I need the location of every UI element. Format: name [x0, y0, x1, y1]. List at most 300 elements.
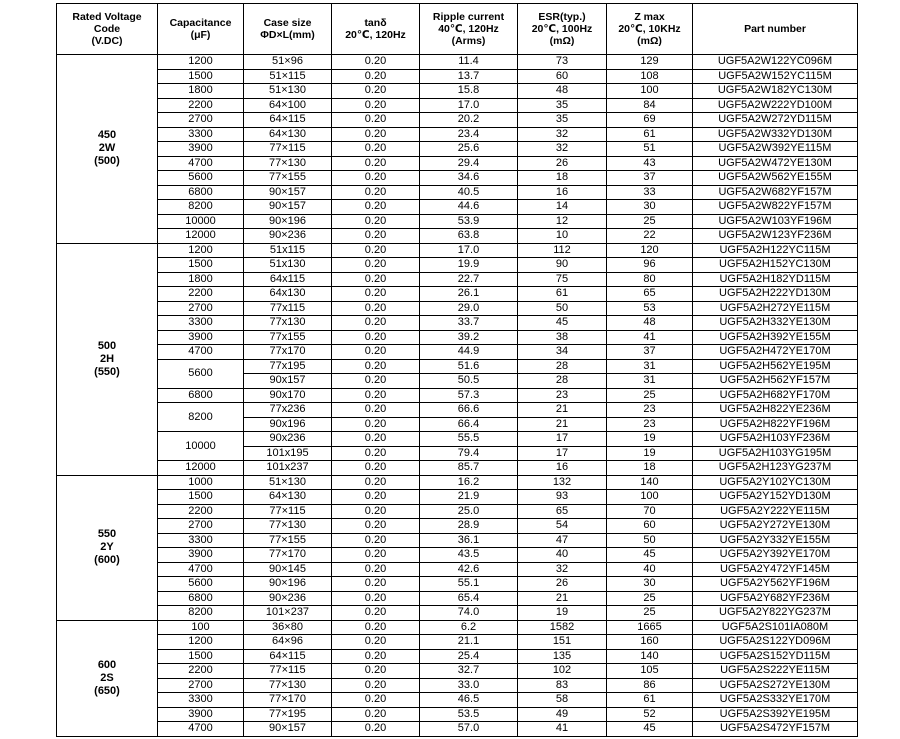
z-max-cell: 37 — [607, 345, 693, 360]
ripple-current-cell: 53.9 — [420, 214, 518, 229]
tan-delta-cell: 0.20 — [332, 635, 420, 650]
case-size-cell: 77×130 — [244, 156, 332, 171]
z-max-cell: 30 — [607, 200, 693, 215]
part-number-cell: UGF5A2Y822YG237M — [693, 606, 858, 621]
z-max-cell: 48 — [607, 316, 693, 331]
ripple-current-cell: 39.2 — [420, 330, 518, 345]
part-number-cell: UGF5A2W472YE130M — [693, 156, 858, 171]
case-size-cell: 90×157 — [244, 722, 332, 737]
case-size-cell: 77×130 — [244, 519, 332, 534]
esr-cell: 34 — [518, 345, 607, 360]
ripple-current-cell: 36.1 — [420, 533, 518, 548]
esr-cell: 10 — [518, 229, 607, 244]
case-size-cell: 77x170 — [244, 345, 332, 360]
capacitance-cell: 3900 — [158, 142, 244, 157]
capacitance-cell: 2700 — [158, 678, 244, 693]
table-row — [57, 548, 858, 563]
part-number-cell: UGF5A2W332YD130M — [693, 127, 858, 142]
part-number-cell: UGF5A2S332YE170M — [693, 693, 858, 708]
z-max-cell: 51 — [607, 142, 693, 157]
table-row — [57, 403, 858, 418]
capacitance-cell: 3300 — [158, 693, 244, 708]
part-number-cell: UGF5A2W152YC115M — [693, 69, 858, 84]
tan-delta-cell: 0.20 — [332, 388, 420, 403]
case-size-cell: 90×236 — [244, 229, 332, 244]
esr-cell: 18 — [518, 171, 607, 186]
table-row — [57, 316, 858, 331]
ripple-current-cell: 21.9 — [420, 490, 518, 505]
table-row — [57, 113, 858, 128]
case-size-cell: 101x237 — [244, 461, 332, 476]
ripple-current-cell: 17.0 — [420, 243, 518, 258]
case-size-cell: 90×196 — [244, 214, 332, 229]
z-max-cell: 140 — [607, 649, 693, 664]
capacitance-cell: 2200 — [158, 504, 244, 519]
part-number-cell: UGF5A2H122YC115M — [693, 243, 858, 258]
esr-cell: 102 — [518, 664, 607, 679]
z-max-cell: 140 — [607, 475, 693, 490]
esr-cell: 40 — [518, 548, 607, 563]
z-max-cell: 25 — [607, 606, 693, 621]
esr-cell: 47 — [518, 533, 607, 548]
z-max-cell: 45 — [607, 722, 693, 737]
capacitance-cell: 3300 — [158, 533, 244, 548]
esr-cell: 12 — [518, 214, 607, 229]
z-max-cell: 41 — [607, 330, 693, 345]
esr-cell: 32 — [518, 142, 607, 157]
part-number-cell: UGF5A2H472YE170M — [693, 345, 858, 360]
tan-delta-cell: 0.20 — [332, 142, 420, 157]
capacitance-cell: 6800 — [158, 591, 244, 606]
tan-delta-cell: 0.20 — [332, 185, 420, 200]
esr-cell: 14 — [518, 200, 607, 215]
tan-delta-cell: 0.20 — [332, 287, 420, 302]
z-max-cell: 100 — [607, 84, 693, 99]
tan-delta-cell: 0.20 — [332, 171, 420, 186]
esr-cell: 41 — [518, 722, 607, 737]
case-size-cell: 77x195 — [244, 359, 332, 374]
z-max-cell: 40 — [607, 562, 693, 577]
case-size-cell: 77×115 — [244, 664, 332, 679]
esr-cell: 21 — [518, 591, 607, 606]
case-size-cell: 90×157 — [244, 185, 332, 200]
z-max-cell: 23 — [607, 417, 693, 432]
table-row — [57, 258, 858, 273]
esr-cell: 112 — [518, 243, 607, 258]
ripple-current-cell: 13.7 — [420, 69, 518, 84]
capacitance-cell: 1500 — [158, 490, 244, 505]
table-row — [57, 693, 858, 708]
table-row — [57, 142, 858, 157]
z-max-cell: 61 — [607, 693, 693, 708]
part-number-cell: UGF5A2W682YF157M — [693, 185, 858, 200]
case-size-cell: 51x115 — [244, 243, 332, 258]
part-number-cell: UGF5A2S122YD096M — [693, 635, 858, 650]
case-size-cell: 51×115 — [244, 69, 332, 84]
z-max-cell: 22 — [607, 229, 693, 244]
capacitance-cell: 3900 — [158, 707, 244, 722]
tan-delta-cell: 0.20 — [332, 113, 420, 128]
tan-delta-cell: 0.20 — [332, 707, 420, 722]
ripple-current-cell: 50.5 — [420, 374, 518, 389]
part-number-cell: UGF5A2W222YD100M — [693, 98, 858, 113]
case-size-cell: 64×130 — [244, 490, 332, 505]
tan-delta-cell: 0.20 — [332, 243, 420, 258]
esr-cell: 35 — [518, 113, 607, 128]
ripple-current-cell: 29.4 — [420, 156, 518, 171]
spec-table — [56, 3, 858, 737]
z-max-cell: 105 — [607, 664, 693, 679]
z-max-cell: 31 — [607, 374, 693, 389]
table-row — [57, 533, 858, 548]
z-max-cell: 60 — [607, 519, 693, 534]
ripple-current-cell: 43.5 — [420, 548, 518, 563]
part-number-cell: UGF5A2Y682YF236M — [693, 591, 858, 606]
part-number-cell: UGF5A2H562YE195M — [693, 359, 858, 374]
table-row — [57, 490, 858, 505]
ripple-current-cell: 33.7 — [420, 316, 518, 331]
tan-delta-cell: 0.20 — [332, 316, 420, 331]
part-number-cell: UGF5A2H562YF157M — [693, 374, 858, 389]
tan-delta-cell: 0.20 — [332, 55, 420, 70]
case-size-cell: 101×237 — [244, 606, 332, 621]
z-max-cell: 129 — [607, 55, 693, 70]
case-size-cell: 64×100 — [244, 98, 332, 113]
part-number-cell: UGF5A2S392YE195M — [693, 707, 858, 722]
z-max-cell: 43 — [607, 156, 693, 171]
esr-cell: 132 — [518, 475, 607, 490]
header-tan: tanδ 20℃, 120Hz — [332, 4, 420, 55]
z-max-cell: 19 — [607, 446, 693, 461]
z-max-cell: 120 — [607, 243, 693, 258]
case-size-cell: 90×196 — [244, 577, 332, 592]
tan-delta-cell: 0.20 — [332, 98, 420, 113]
esr-cell: 38 — [518, 330, 607, 345]
capacitance-cell: 1200 — [158, 55, 244, 70]
esr-cell: 48 — [518, 84, 607, 99]
case-size-cell: 77×130 — [244, 678, 332, 693]
esr-cell: 151 — [518, 635, 607, 650]
esr-cell: 50 — [518, 301, 607, 316]
tan-delta-cell: 0.20 — [332, 229, 420, 244]
capacitance-cell: 2200 — [158, 287, 244, 302]
ripple-current-cell: 16.2 — [420, 475, 518, 490]
case-size-cell: 64×130 — [244, 127, 332, 142]
case-size-cell: 77x115 — [244, 301, 332, 316]
capacitance-cell: 1800 — [158, 84, 244, 99]
tan-delta-cell: 0.20 — [332, 84, 420, 99]
header-row — [57, 4, 858, 55]
table-row — [57, 345, 858, 360]
capacitance-cell: 5600 — [158, 171, 244, 186]
header-part-number: Part number — [693, 4, 858, 55]
table-row — [57, 301, 858, 316]
z-max-cell: 45 — [607, 548, 693, 563]
ripple-current-cell: 22.7 — [420, 272, 518, 287]
table-row — [57, 461, 858, 476]
voltage-code-cell: 500 2H (550) — [57, 243, 158, 475]
ripple-current-cell: 25.6 — [420, 142, 518, 157]
capacitance-cell: 3900 — [158, 548, 244, 563]
capacitance-cell: 6800 — [158, 185, 244, 200]
capacitance-cell: 8200 — [158, 606, 244, 621]
z-max-cell: 50 — [607, 533, 693, 548]
capacitance-cell: 8200 — [158, 403, 244, 432]
z-max-cell: 65 — [607, 287, 693, 302]
capacitance-cell: 2700 — [158, 301, 244, 316]
tan-delta-cell: 0.20 — [332, 330, 420, 345]
z-max-cell: 160 — [607, 635, 693, 650]
tan-delta-cell: 0.20 — [332, 475, 420, 490]
table-row — [57, 519, 858, 534]
table-row — [57, 591, 858, 606]
z-max-cell: 25 — [607, 214, 693, 229]
tan-delta-cell: 0.20 — [332, 374, 420, 389]
table-row — [57, 635, 858, 650]
table-row — [57, 214, 858, 229]
header-ripple: Ripple current 40℃, 120Hz (Arms) — [420, 4, 518, 55]
spec-body — [57, 55, 858, 737]
tan-delta-cell: 0.20 — [332, 461, 420, 476]
tan-delta-cell: 0.20 — [332, 156, 420, 171]
capacitance-cell: 2200 — [158, 98, 244, 113]
ripple-current-cell: 6.2 — [420, 620, 518, 635]
capacitance-cell: 12000 — [158, 461, 244, 476]
part-number-cell: UGF5A2W122YC096M — [693, 55, 858, 70]
tan-delta-cell: 0.20 — [332, 301, 420, 316]
ripple-current-cell: 26.1 — [420, 287, 518, 302]
part-number-cell: UGF5A2H123YG237M — [693, 461, 858, 476]
tan-delta-cell: 0.20 — [332, 127, 420, 142]
case-size-cell: 77x236 — [244, 403, 332, 418]
part-number-cell: UGF5A2S101IA080M — [693, 620, 858, 635]
part-number-cell: UGF5A2Y392YE170M — [693, 548, 858, 563]
table-row — [57, 330, 858, 345]
z-max-cell: 69 — [607, 113, 693, 128]
case-size-cell: 51x130 — [244, 258, 332, 273]
z-max-cell: 25 — [607, 591, 693, 606]
capacitance-cell: 1200 — [158, 635, 244, 650]
part-number-cell: UGF5A2Y102YC130M — [693, 475, 858, 490]
ripple-current-cell: 46.5 — [420, 693, 518, 708]
capacitance-cell: 4700 — [158, 156, 244, 171]
ripple-current-cell: 66.6 — [420, 403, 518, 418]
esr-cell: 73 — [518, 55, 607, 70]
ripple-current-cell: 44.6 — [420, 200, 518, 215]
ripple-current-cell: 40.5 — [420, 185, 518, 200]
part-number-cell: UGF5A2S222YE115M — [693, 664, 858, 679]
part-number-cell: UGF5A2H272YE115M — [693, 301, 858, 316]
esr-cell: 16 — [518, 185, 607, 200]
table-row — [57, 200, 858, 215]
tan-delta-cell: 0.20 — [332, 533, 420, 548]
part-number-cell: UGF5A2H222YD130M — [693, 287, 858, 302]
ripple-current-cell: 29.0 — [420, 301, 518, 316]
table-row — [57, 562, 858, 577]
capacitance-cell: 2700 — [158, 519, 244, 534]
voltage-code-cell: 600 2S (650) — [57, 620, 158, 736]
esr-cell: 16 — [518, 461, 607, 476]
capacitance-cell: 4700 — [158, 722, 244, 737]
esr-cell: 49 — [518, 707, 607, 722]
esr-cell: 26 — [518, 577, 607, 592]
tan-delta-cell: 0.20 — [332, 649, 420, 664]
capacitance-cell: 5600 — [158, 359, 244, 388]
ripple-current-cell: 51.6 — [420, 359, 518, 374]
table-row — [57, 504, 858, 519]
esr-cell: 93 — [518, 490, 607, 505]
ripple-current-cell: 32.7 — [420, 664, 518, 679]
capacitance-cell: 1500 — [158, 258, 244, 273]
case-size-cell: 64×96 — [244, 635, 332, 650]
ripple-current-cell: 33.0 — [420, 678, 518, 693]
z-max-cell: 100 — [607, 490, 693, 505]
table-row — [57, 69, 858, 84]
case-size-cell: 36×80 — [244, 620, 332, 635]
tan-delta-cell: 0.20 — [332, 69, 420, 84]
z-max-cell: 37 — [607, 171, 693, 186]
part-number-cell: UGF5A2S272YE130M — [693, 678, 858, 693]
header-voltage: Rated Voltage Code (V.DC) — [57, 4, 158, 55]
part-number-cell: UGF5A2H332YE130M — [693, 316, 858, 331]
tan-delta-cell: 0.20 — [332, 417, 420, 432]
part-number-cell: UGF5A2H392YE155M — [693, 330, 858, 345]
table-row — [57, 127, 858, 142]
capacitance-cell: 2200 — [158, 664, 244, 679]
ripple-current-cell: 21.1 — [420, 635, 518, 650]
z-max-cell: 31 — [607, 359, 693, 374]
tan-delta-cell: 0.20 — [332, 200, 420, 215]
table-row — [57, 664, 858, 679]
table-row — [57, 171, 858, 186]
ripple-current-cell: 66.4 — [420, 417, 518, 432]
part-number-cell: UGF5A2Y222YE115M — [693, 504, 858, 519]
ripple-current-cell: 74.0 — [420, 606, 518, 621]
tan-delta-cell: 0.20 — [332, 359, 420, 374]
header-case-size: Case size ΦD×L(mm) — [244, 4, 332, 55]
ripple-current-cell: 65.4 — [420, 591, 518, 606]
tan-delta-cell: 0.20 — [332, 490, 420, 505]
esr-cell: 45 — [518, 316, 607, 331]
voltage-code-cell: 450 2W (500) — [57, 55, 158, 244]
case-size-cell: 51×130 — [244, 475, 332, 490]
case-size-cell: 90×236 — [244, 591, 332, 606]
table-row — [57, 577, 858, 592]
tan-delta-cell: 0.20 — [332, 345, 420, 360]
capacitance-cell: 4700 — [158, 562, 244, 577]
z-max-cell: 18 — [607, 461, 693, 476]
capacitance-cell: 10000 — [158, 214, 244, 229]
ripple-current-cell: 85.7 — [420, 461, 518, 476]
tan-delta-cell: 0.20 — [332, 504, 420, 519]
z-max-cell: 33 — [607, 185, 693, 200]
case-size-cell: 77×155 — [244, 533, 332, 548]
table-row — [57, 156, 858, 171]
ripple-current-cell: 63.8 — [420, 229, 518, 244]
tan-delta-cell: 0.20 — [332, 678, 420, 693]
tan-delta-cell: 0.20 — [332, 272, 420, 287]
tan-delta-cell: 0.20 — [332, 693, 420, 708]
table-row — [57, 649, 858, 664]
case-size-cell: 77×115 — [244, 504, 332, 519]
part-number-cell: UGF5A2Y472YF145M — [693, 562, 858, 577]
esr-cell: 83 — [518, 678, 607, 693]
esr-cell: 21 — [518, 417, 607, 432]
part-number-cell: UGF5A2H822YE236M — [693, 403, 858, 418]
case-size-cell: 90x157 — [244, 374, 332, 389]
part-number-cell: UGF5A2S152YD115M — [693, 649, 858, 664]
tan-delta-cell: 0.20 — [332, 432, 420, 447]
z-max-cell: 23 — [607, 403, 693, 418]
table-row — [57, 475, 858, 490]
tan-delta-cell: 0.20 — [332, 722, 420, 737]
capacitance-cell: 100 — [158, 620, 244, 635]
esr-cell: 61 — [518, 287, 607, 302]
z-max-cell: 84 — [607, 98, 693, 113]
table-row — [57, 722, 858, 737]
z-max-cell: 96 — [607, 258, 693, 273]
ripple-current-cell: 25.4 — [420, 649, 518, 664]
table-row — [57, 606, 858, 621]
ripple-current-cell: 15.8 — [420, 84, 518, 99]
ripple-current-cell: 44.9 — [420, 345, 518, 360]
table-row — [57, 185, 858, 200]
table-row — [57, 287, 858, 302]
part-number-cell: UGF5A2W103YF196M — [693, 214, 858, 229]
table-row — [57, 678, 858, 693]
ripple-current-cell: 17.0 — [420, 98, 518, 113]
capacitance-cell: 4700 — [158, 345, 244, 360]
esr-cell: 58 — [518, 693, 607, 708]
case-size-cell: 64×115 — [244, 113, 332, 128]
capacitance-cell: 10000 — [158, 432, 244, 461]
tan-delta-cell: 0.20 — [332, 214, 420, 229]
part-number-cell: UGF5A2H152YC130M — [693, 258, 858, 273]
ripple-current-cell: 23.4 — [420, 127, 518, 142]
tan-delta-cell: 0.20 — [332, 446, 420, 461]
case-size-cell: 77×155 — [244, 171, 332, 186]
z-max-cell: 108 — [607, 69, 693, 84]
esr-cell: 90 — [518, 258, 607, 273]
table-row — [57, 707, 858, 722]
part-number-cell: UGF5A2Y332YE155M — [693, 533, 858, 548]
case-size-cell: 90x236 — [244, 432, 332, 447]
ripple-current-cell: 42.6 — [420, 562, 518, 577]
part-number-cell: UGF5A2H103YG195M — [693, 446, 858, 461]
ripple-current-cell: 55.5 — [420, 432, 518, 447]
esr-cell: 135 — [518, 649, 607, 664]
case-size-cell: 77x130 — [244, 316, 332, 331]
capacitance-cell: 3300 — [158, 316, 244, 331]
part-number-cell: UGF5A2W182YC130M — [693, 84, 858, 99]
part-number-cell: UGF5A2W272YD115M — [693, 113, 858, 128]
z-max-cell: 52 — [607, 707, 693, 722]
z-max-cell: 1665 — [607, 620, 693, 635]
z-max-cell: 70 — [607, 504, 693, 519]
z-max-cell: 25 — [607, 388, 693, 403]
part-number-cell: UGF5A2S472YF157M — [693, 722, 858, 737]
case-size-cell: 101x195 — [244, 446, 332, 461]
ripple-current-cell: 11.4 — [420, 55, 518, 70]
tan-delta-cell: 0.20 — [332, 548, 420, 563]
ripple-current-cell: 19.9 — [420, 258, 518, 273]
esr-cell: 19 — [518, 606, 607, 621]
ripple-current-cell: 20.2 — [420, 113, 518, 128]
z-max-cell: 19 — [607, 432, 693, 447]
case-size-cell: 90×145 — [244, 562, 332, 577]
esr-cell: 17 — [518, 446, 607, 461]
case-size-cell: 64x130 — [244, 287, 332, 302]
